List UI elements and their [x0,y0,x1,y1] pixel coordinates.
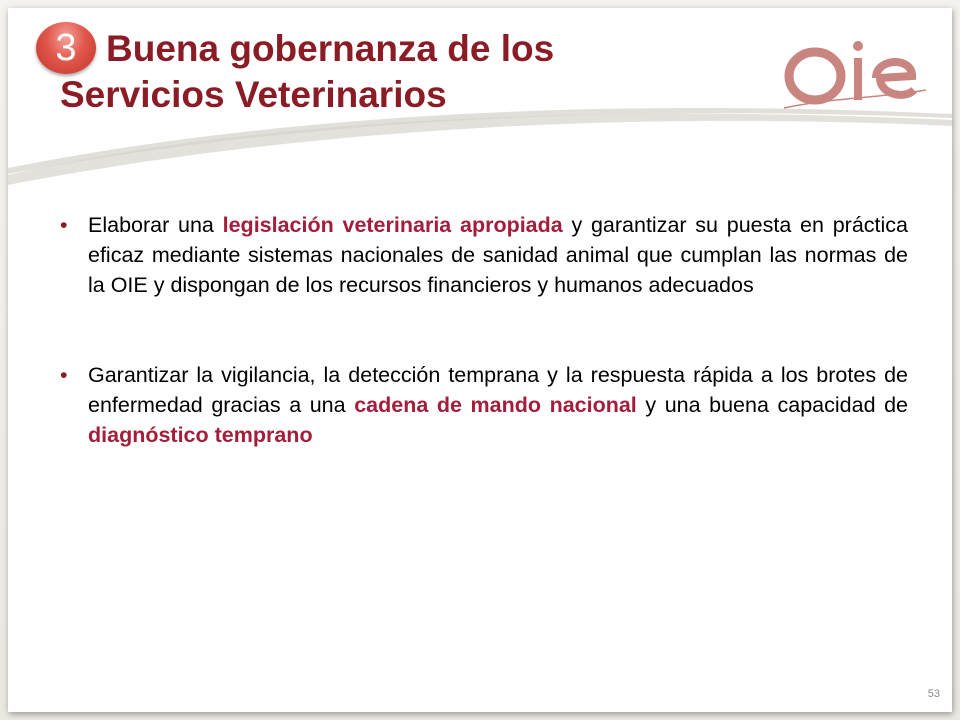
slide-title [60,26,700,118]
highlighted-text: cadena de mando nacional [354,393,637,417]
bullet-item [60,360,908,450]
bullet-item [60,210,908,300]
bullet-text: y una buena capacidad de [636,393,909,417]
title-line-1: Buena gobernanza de los [106,28,555,69]
bullet-marker: • [60,213,68,237]
page-number: 53 [927,688,940,700]
highlighted-text: diagnóstico temprano [88,423,313,447]
oie-logo [780,28,930,118]
bullet-marker: • [60,363,68,387]
title-line-2: Servicios Veterinarios [60,74,447,115]
bullet-text: Elaborar una [88,213,223,237]
highlighted-text: legislación veterinaria apropiada [222,213,563,237]
bullet-text: Garantizar la vigilancia, la detección temprana y la respuesta rápida a los brotes de enfermedad gracias a una [88,363,908,417]
logo-text: OIE [780,28,782,29]
bullet-list [60,210,908,510]
bullet-text: y garantizar su puesta en práctica eficaz mediante sistemas nacionales de sanidad animal que cumplan las normas de la OIE y dispongan de los recursos financieros y humanos adecuados [88,213,908,297]
section-number-badge: 3 [36,22,96,74]
